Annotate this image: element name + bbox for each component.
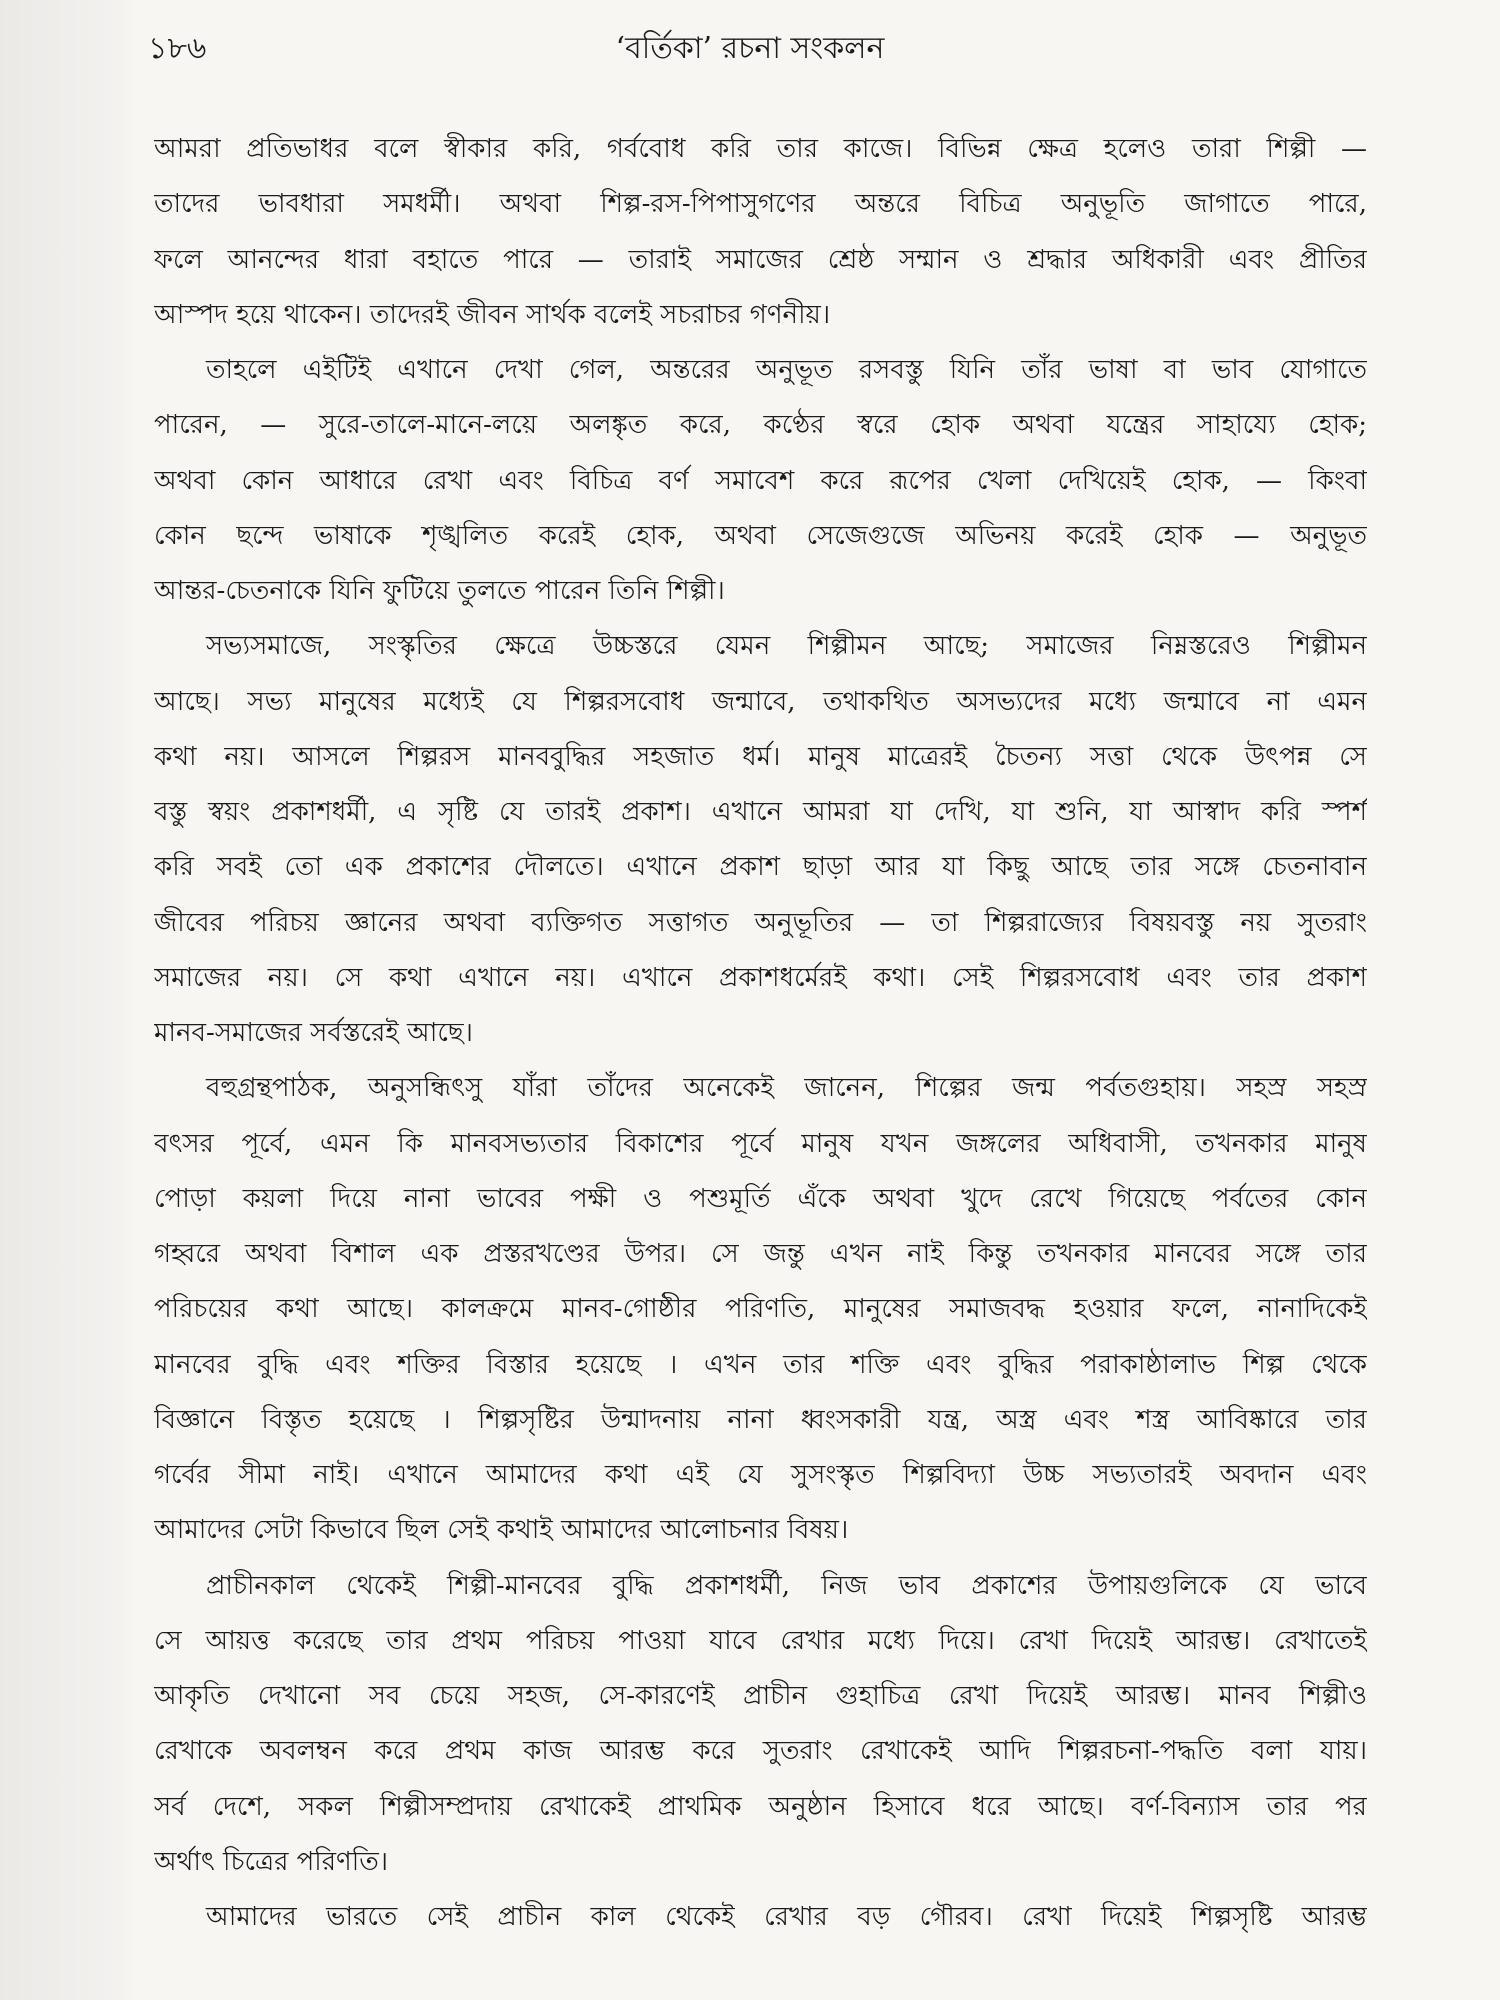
text-line: তাদের ভাবধারা সমধর্মী। অথবা শিল্প-রস-পিপাসুগণের অন্তরে বিচিত্র অনুভূতি জাগাতে পারে, (154, 189, 1367, 220)
text-line: বস্তু স্বয়ং প্রকাশধর্মী, এ সৃষ্টি যে তারই প্রকাশ। এখানে আমরা যা দেখি, যা শুনি, যা আস্বাদ করি স্পর্শ (154, 797, 1367, 827)
text-line: অথবা কোন আধারে রেখা এবং বিচিত্র বর্ণ সমাবেশ করে রূপের খেলা দেখিয়েই হোক, — কিংবা (154, 465, 1367, 496)
paragraph-first-line: বহুগ্রন্থপাঠক, অনুসন্ধিৎসু যাঁরা তাঁদের অনেকেই জানেন, শিল্পের জন্ম পর্বতগুহায়। সহস্র সহস্র (206, 1073, 1367, 1104)
text-line: সমাজের নয়। সে কথা এখানে নয়। এখানে প্রকাশধর্মেরই কথা। সেই শিল্পরসবোধ এবং তার প্রকাশ (154, 962, 1367, 993)
text-line: পারেন, — সুরে-তালে-মানে-লয়ে অলঙ্কৃত করে, কণ্ঠের স্বরে হোক অথবা যন্ত্রের সাহায্যে হোক; (154, 410, 1367, 441)
text-line: মানবের বুদ্ধি এবং শক্তির বিস্তার হয়েছে । এখন তার শক্তি এবং বুদ্ধির পরাকাষ্ঠালাভ শিল্প থেকে (154, 1349, 1367, 1380)
text-line: আছে। সভ্য মানুষের মধ্যেই যে শিল্পরসবোধ জন্মাবে, তথাকথিত অসভ্যদের মধ্যে জন্মাবে না এমন (154, 686, 1367, 717)
text-line: অর্থাৎ চিত্রের পরিণতি। (154, 1846, 388, 1877)
paragraph-first-line: সভ্যসমাজে, সংস্কৃতির ক্ষেত্রে উচ্চস্তরে যেমন শিল্পীমন আছে; সমাজের নিম্নস্তরেও শিল্পীমন (206, 631, 1367, 662)
text-line: রেখাকে অবলম্বন করে প্রথম কাজ আরম্ভ করে সুতরাং রেখাকেই আদি শিল্পরচনা-পদ্ধতি বলা যায়। (154, 1736, 1367, 1767)
text-line: জীবের পরিচয় জ্ঞানের অথবা ব্যক্তিগত সত্তাগত অনুভূতির — তা শিল্পরাজ্যের বিষয়বস্তু নয় সুতরাং (154, 907, 1367, 938)
page-number: ১৮৬ (148, 31, 207, 66)
text-line: বৎসর পূর্বে, এমন কি মানবসভ্যতার বিকাশের পূর্বে মানুষ যখন জঙ্গলের অধিবাসী, তখনকার মানুষ (154, 1128, 1367, 1159)
text-line: সে আয়ত্ত করেছে তার প্রথম পরিচয় পাওয়া যাবে রেখার মধ্যে দিয়ে। রেখা দিয়েই আরম্ভ। রেখাতেই (154, 1625, 1367, 1656)
text-line: সর্ব দেশে, সকল শিল্পীসম্প্রদায় রেখাকেই প্রাথমিক অনুষ্ঠান হিসাবে ধরে আছে। বর্ণ-বিন্যাস তার পর (154, 1791, 1367, 1822)
paragraph-first-line: আমাদের ভারতে সেই প্রাচীন কাল থেকেই রেখার বড় গৌরব। রেখা দিয়েই শিল্পসৃষ্টি আরম্ভ (206, 1902, 1367, 1932)
text-line: পরিচয়ের কথা আছে। কালক্রমে মানব-গোষ্ঠীর পরিণতি, মানুষের সমাজবদ্ধ হওয়ার ফলে, নানাদিকেই (154, 1294, 1367, 1325)
text-line: আস্পদ হয়ে থাকেন। তাদেরই জীবন সার্থক বলেই সচরাচর গণনীয়। (154, 299, 831, 330)
text-line: গহ্বরে অথবা বিশাল এক প্রস্তরখণ্ডের উপর। সে জন্তু এখন নাই কিন্তু তখনকার মানবের সঙ্গে তার (154, 1239, 1367, 1269)
text-line: আমরা প্রতিভাধর বলে স্বীকার করি, গর্ববোধ করি তার কাজে। বিভিন্ন ক্ষেত্র হলেও তারা শিল্পী — (154, 134, 1367, 164)
text-line: মানব-সমাজের সর্বস্তরেই আছে। (154, 1018, 473, 1048)
text-line: বিজ্ঞানে বিস্তৃত হয়েছে । শিল্পসৃষ্টির উন্মাদনায় নানা ধ্বংসকারী যন্ত্র, অস্ত্র এবং শস্ত্র আবিষ্কারে তার (154, 1404, 1367, 1435)
paragraph-first-line: তাহলে এইটিই এখানে দেখা গেল, অন্তরের অনুভূত রসবস্তু যিনি তাঁর ভাষা বা ভাব যোগাতে (206, 355, 1367, 385)
text-line: কোন ছন্দে ভাষাকে শৃঙ্খলিত করেই হোক, অথবা সেজেগুজে অভিনয় করেই হোক — অনুভূত (154, 520, 1367, 551)
body-text (154, 122, 1367, 1945)
text-line: পোড়া কয়লা দিয়ে নানা ভাবের পক্ষী ও পশুমূর্তি এঁকে অথবা খুদে রেখে গিয়েছে পর্বতের কোন (154, 1183, 1367, 1214)
paragraph-first-line: প্রাচীনকাল থেকেই শিল্পী-মানবের বুদ্ধি প্রকাশধর্মী, নিজ ভাব প্রকাশের উপায়গুলিকে যে ভাবে (206, 1570, 1367, 1601)
running-title: ‘বর্তিকা’ রচনা সংকলন (615, 31, 885, 66)
text-line: কথা নয়। আসলে শিল্পরস মানববুদ্ধির সহজাত ধর্ম। মানুষ মাত্রেরই চৈতন্য সত্তা থেকে উৎপন্ন সে (154, 741, 1367, 772)
text-line: গর্বের সীমা নাই। এখানে আমাদের কথা এই যে সুসংস্কৃত শিল্পবিদ্যা উচ্চ সভ্যতারই অবদান এবং (154, 1460, 1367, 1490)
text-line: আমাদের সেটা কিভাবে ছিল সেই কথাই আমাদের আলোচনার বিষয়। (154, 1515, 849, 1546)
text-line: ফলে আনন্দের ধারা বহাতে পারে — তারাই সমাজের শ্রেষ্ঠ সম্মান ও শ্রদ্ধার অধিকারী এবং প্রীতির (154, 244, 1367, 275)
text-line: করি সবই তো এক প্রকাশের দৌলতে। এখানে প্রকাশ ছাড়া আর যা কিছু আছে তার সঙ্গে চেতনাবান (154, 852, 1367, 883)
text-line: আকৃতি দেখানো সব চেয়ে সহজ, সে-কারণেই প্রাচীন গুহাচিত্র রেখা দিয়েই আরম্ভ। মানব শিল্পীও (154, 1681, 1367, 1711)
page-header (0, 22, 1500, 76)
text-line: আন্তর-চেতনাকে যিনি ফুটিয়ে তুলতে পারেন তিনি শিল্পী। (154, 576, 725, 606)
